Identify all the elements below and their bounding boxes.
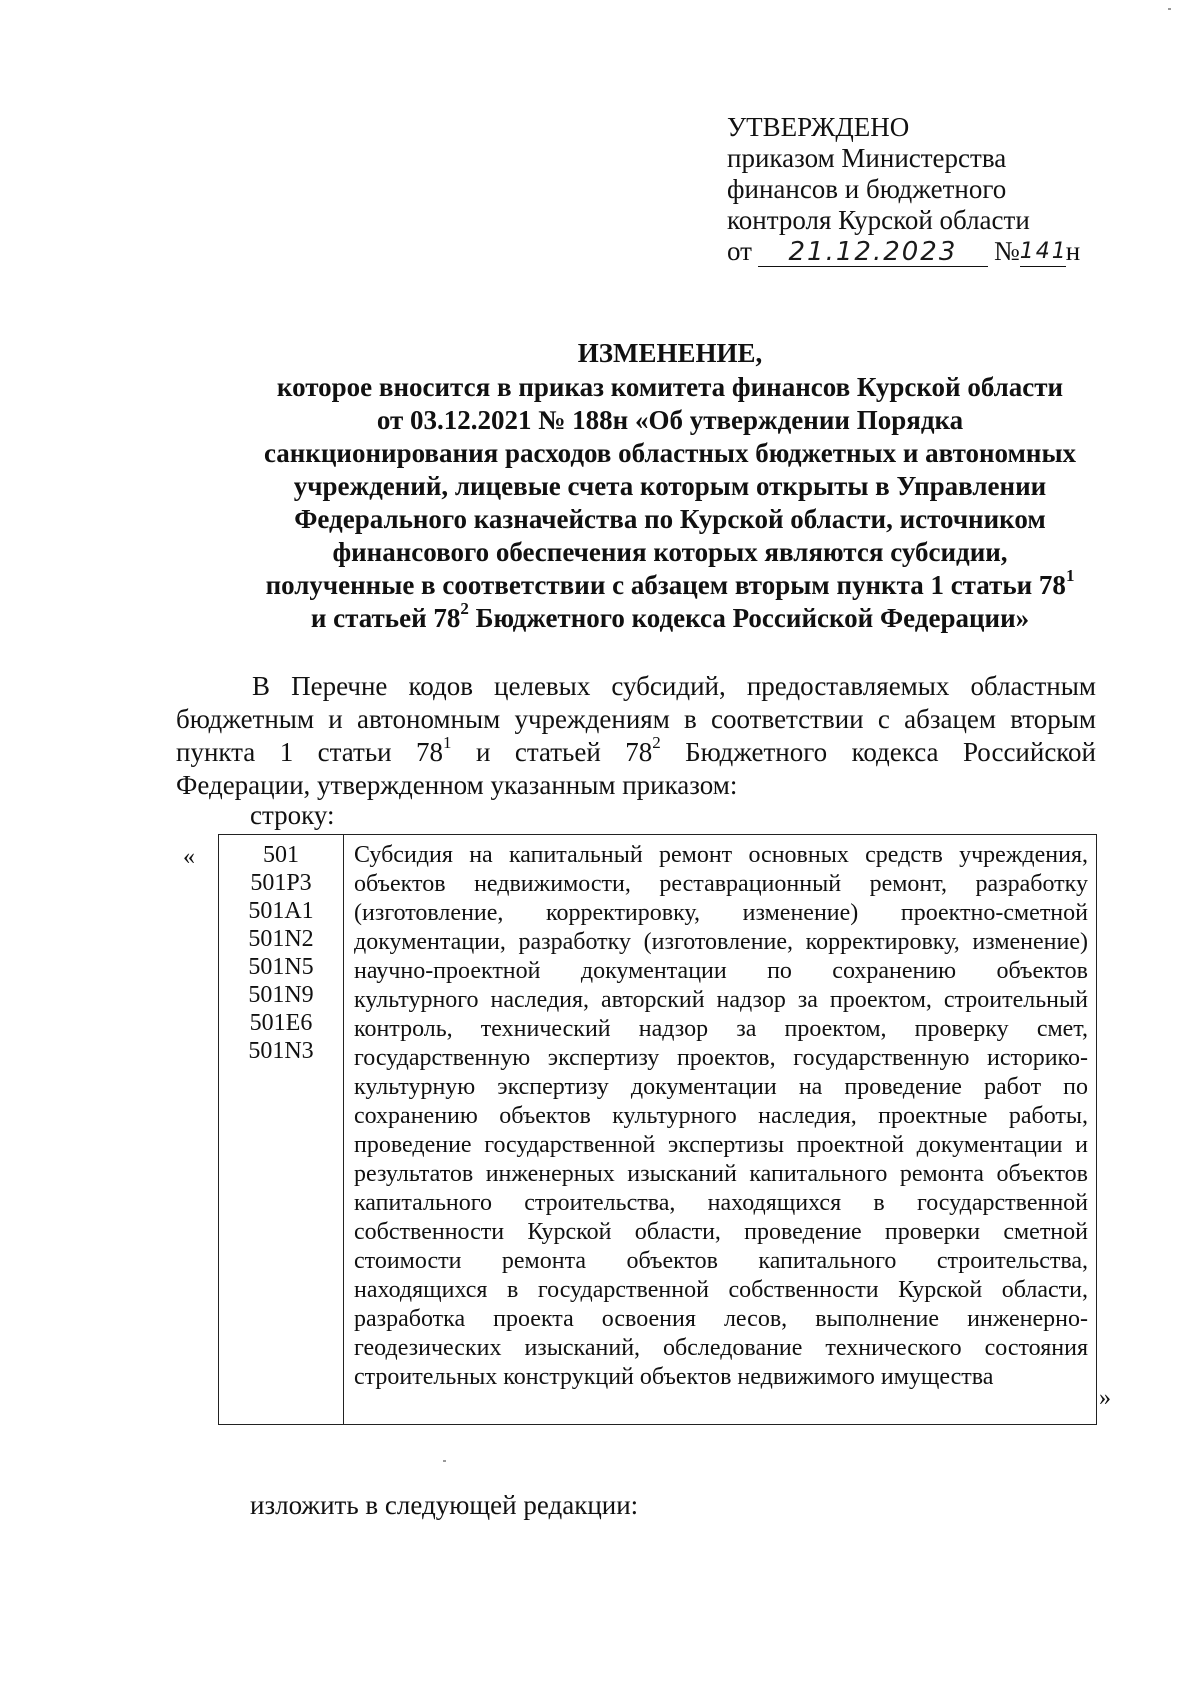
- heading-line-3: санкционирования расходов областных бюджетных и автономных: [263, 438, 1077, 468]
- approval-title: УТВЕРЖДЕНО: [727, 112, 910, 142]
- description-line: разработка проекта освоения лесов, выполнение инженерно-: [354, 1306, 1088, 1332]
- document-heading: [170, 337, 1170, 635]
- code-cell: 501N9: [248, 982, 314, 1008]
- scan-speck: [1168, 8, 1171, 10]
- handwritten-date: 21.12.2023: [758, 238, 988, 267]
- heading-line-8-post: Бюджетного кодекса Российской Федерации»: [468, 603, 1030, 633]
- approval-line-2: финансов и бюджетного: [727, 174, 1007, 204]
- paragraph-line-3-sup-1: 1: [443, 733, 452, 752]
- from-label: от: [727, 236, 752, 266]
- document-title: ИЗМЕНЕНИЕ,: [577, 338, 763, 368]
- closing-quote: »: [1099, 1385, 1111, 1411]
- scan-speck: [443, 1460, 446, 1462]
- heading-line-7-sup: 1: [1065, 566, 1075, 585]
- footer-text: изложить в следующей редакции:: [250, 1490, 639, 1520]
- number-suffix: н: [1065, 236, 1081, 266]
- description-line: собственности Курской области, проведение проверки сметной: [354, 1219, 1088, 1245]
- description-line: стоимости ремонта объектов капитального строительства,: [354, 1248, 1088, 1274]
- paragraph-line-3-a: пункта 1 статьи 78: [176, 737, 444, 767]
- heading-line-7: [170, 566, 1170, 602]
- row-label: строку:: [250, 800, 335, 830]
- description-line: документации, разработку (изготовление, корректировку, изменение): [354, 929, 1088, 955]
- code-cell: 501: [263, 842, 299, 868]
- heading-line-7-text: полученные в соответствии с абзацем вторым пункта 1 статьи 78: [265, 570, 1066, 600]
- heading-line-8: [170, 599, 1170, 635]
- code-cell: 501A1: [248, 898, 314, 924]
- body-paragraph: [176, 670, 1096, 802]
- paragraph-line-3-sup-2: 2: [652, 733, 661, 752]
- paragraph-line-1: В Перечне кодов целевых субсидий, предоставляемых областным: [252, 671, 1096, 701]
- description-column: [354, 841, 1088, 1392]
- paragraph-line-3: [176, 733, 1097, 769]
- subsidy-code-table: [218, 834, 1097, 1425]
- description-line: научно-проектной документации по сохранению объектов: [354, 958, 1088, 984]
- description-line: контроль, технический надзор за проектом, проверку смет,: [354, 1016, 1088, 1042]
- approval-date-number-line: [727, 236, 1080, 267]
- heading-line-6: финансового обеспечения которых являются субсидии,: [332, 537, 1008, 567]
- approval-stamp-block: [727, 112, 1080, 267]
- paragraph-line-3-c: Бюджетного кодекса Российской: [660, 737, 1097, 767]
- heading-line-8-pre: и статьей 78: [310, 603, 461, 633]
- code-cell: 501N5: [248, 954, 314, 980]
- description-line: объектов недвижимости, реставрационный ремонт, разработку: [354, 871, 1088, 897]
- description-line: (изготовление, корректировку, изменение) проектно-сметной: [354, 900, 1088, 926]
- handwritten-number: 141: [1020, 238, 1066, 267]
- description-line: государственную экспертизу проектов, государственную историко-: [354, 1045, 1088, 1071]
- description-line: культурную экспертизу документации на проведение работ по: [354, 1074, 1088, 1100]
- heading-line-8-sup: 2: [460, 599, 469, 618]
- description-line: результатов инженерных изысканий капитального ремонта объектов: [354, 1161, 1088, 1187]
- code-cell: 501E6: [249, 1010, 313, 1036]
- description-line: Субсидия на капитальный ремонт основных средств учреждения,: [354, 842, 1088, 868]
- description-line: проведение государственной экспертизы проектной документации и: [354, 1132, 1088, 1158]
- code-cell: 501N3: [248, 1038, 314, 1064]
- description-line: капитального строительства, находящихся в государственной: [354, 1190, 1088, 1216]
- code-cell: 501P3: [250, 870, 312, 896]
- description-line: геодезических изысканий, обследование технического состояния: [354, 1335, 1088, 1361]
- paragraph-line-3-b: и статьей 78: [451, 737, 653, 767]
- heading-line-5: Федерального казначейства по Курской области, источником: [294, 504, 1046, 534]
- heading-line-1: которое вносится в приказ комитета финансов Курской области: [276, 372, 1064, 402]
- heading-line-4: учреждений, лицевые счета которым открыты в Управлении: [293, 471, 1047, 501]
- table-column-divider: [343, 835, 344, 1424]
- paragraph-line-4: Федерации, утвержденном указанным приказом:: [176, 770, 738, 800]
- code-column: [219, 841, 343, 1065]
- code-cell: 501N2: [248, 926, 314, 952]
- approval-line-1: приказом Министерства: [727, 143, 1007, 173]
- number-label: №: [993, 236, 1020, 266]
- opening-quote: «: [183, 844, 195, 870]
- description-line: культурного наследия, авторский надзор за проектом, строительный: [354, 987, 1088, 1013]
- description-line: находящихся в государственной собственности Курской области,: [354, 1277, 1088, 1303]
- description-line: сохранению объектов культурного наследия, проектные работы,: [354, 1103, 1088, 1129]
- description-line: строительных конструкций объектов недвижимого имущества: [354, 1364, 994, 1390]
- paragraph-line-2: бюджетным и автономным учреждениям в соответствии с абзацем вторым: [176, 704, 1096, 734]
- approval-line-3: контроля Курской области: [727, 205, 1030, 235]
- heading-line-2: от 03.12.2021 № 188н «Об утверждении Порядка: [376, 405, 964, 435]
